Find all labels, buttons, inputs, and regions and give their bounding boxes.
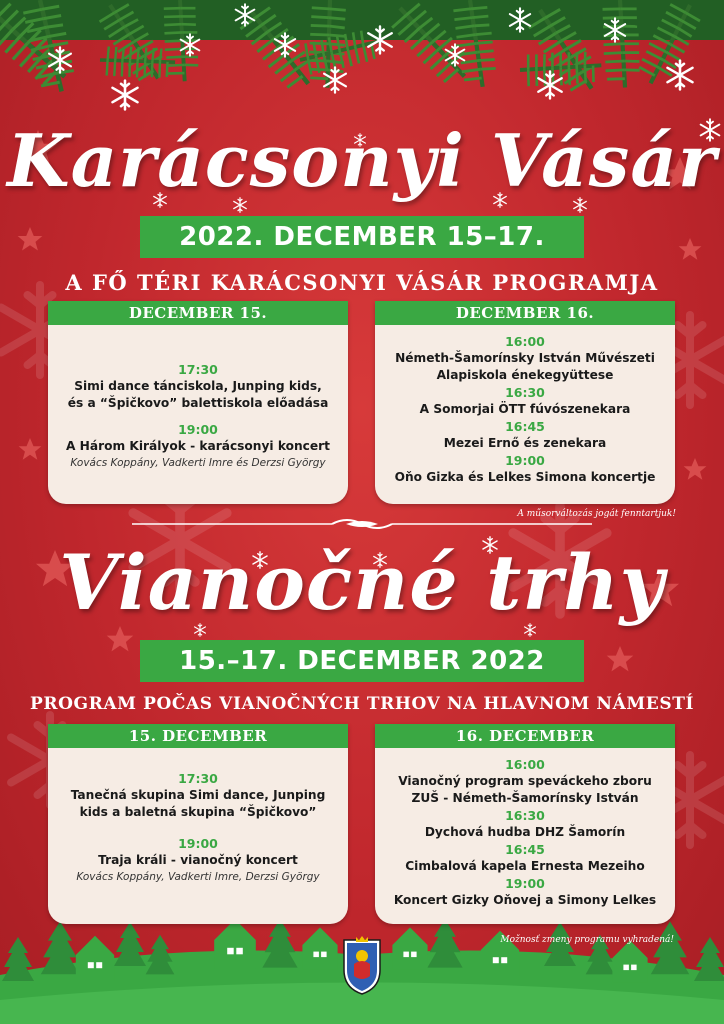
card-header: DECEMBER 15. (48, 301, 348, 325)
event-text: Traja králi - vianočný koncert (98, 853, 298, 867)
hungarian-date-ribbon: 2022. DECEMBER 15–17. (140, 216, 584, 258)
event-text: ZUŠ - Németh-Šamorínsky István (411, 791, 639, 805)
event-text: Vianočný program speváckeho zboru (398, 774, 652, 788)
pine-branches-icon (0, 0, 724, 104)
event-time: 16:00 (505, 334, 545, 349)
event-text: Alapiskola énekegyüttese (436, 368, 614, 382)
card-header: 16. DECEMBER (375, 724, 675, 748)
event-time: 17:30 (178, 362, 218, 377)
event-time: 16:30 (505, 385, 545, 400)
event-time: 19:00 (505, 876, 545, 891)
ornament-divider (132, 518, 592, 530)
slovak-day2-card (375, 724, 675, 924)
hungarian-day1-card (48, 301, 348, 504)
event-text: A Somorjai ÖTT fúvószenekara (419, 402, 631, 416)
event-performers: Kovács Koppány, Vadkerti Imre és Derzsi György (70, 457, 326, 469)
slovak-date-ribbon: 15.–17. DECEMBER 2022 (140, 640, 584, 682)
slovak-change-note: Možnosť zmeny programu vyhradená! (500, 935, 674, 945)
event-time: 19:00 (178, 836, 218, 851)
event-performers: Kovács Koppány, Vadkerti Imre, Derzsi György (76, 871, 320, 883)
event-text: A Három Királyok - karácsonyi koncert (65, 439, 331, 453)
slovak-subtitle: PROGRAM POČAS VIANOČNÝCH TRHOV NA HLAVNOM NÁMESTÍ (29, 694, 695, 714)
event-time: 16:45 (505, 842, 545, 857)
event-text: Oňo Gizka és Lelkes Simona koncertje (394, 470, 656, 484)
hungarian-day2-card (375, 301, 675, 504)
event-text: Mezei Ernő és zenekara (443, 436, 607, 450)
town-crest-icon (340, 936, 384, 996)
slovak-title: Vianočné trhy (59, 538, 665, 627)
event-time: 16:00 (505, 757, 545, 772)
event-text: és a “Špičkovo” balettiskola előadása (67, 396, 329, 410)
event-time: 16:30 (505, 808, 545, 823)
hungarian-subtitle: A FŐ TÉRI KARÁCSONYI VÁSÁR PROGRAMJA (65, 270, 659, 295)
event-text: kids a baletná skupina “Špičkovo” (79, 805, 317, 819)
event-time: 19:00 (505, 453, 545, 468)
event-text: Tanečná skupina Simi dance, Junping (70, 788, 326, 802)
event-text: Cimbalová kapela Ernesta Mezeiho (405, 859, 645, 873)
hungarian-title: Karácsonyi Vásár (7, 118, 717, 203)
hungarian-change-note: A műsorváltozás jogát fenntartjuk! (517, 509, 676, 519)
event-time: 17:30 (178, 771, 218, 786)
slovak-day1-card (48, 724, 348, 924)
event-time: 19:00 (178, 422, 218, 437)
event-text: Dychová hudba DHZ Šamorín (424, 825, 626, 839)
card-header: DECEMBER 16. (375, 301, 675, 325)
event-text: Koncert Gizky Oňovej a Simony Lelkes (393, 893, 657, 907)
event-text: Németh-Šamorínsky István Művészeti (395, 351, 655, 365)
card-header: 15. DECEMBER (48, 724, 348, 748)
event-time: 16:45 (505, 419, 545, 434)
event-text: Simi dance tánciskola, Junping kids, (74, 379, 322, 393)
